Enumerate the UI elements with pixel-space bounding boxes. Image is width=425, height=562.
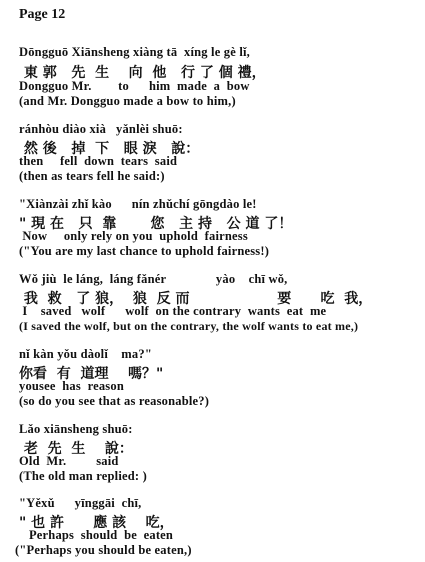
chinese-line: " 現 在 只 靠 您 主 持 公 道 了！	[19, 216, 293, 232]
translation-line: ("Perhaps you should be eaten,)	[15, 543, 192, 557]
gloss-line: Now only rely on you uphold fairness	[19, 229, 248, 243]
page-number: Page 12	[19, 7, 66, 22]
pinyin-line: Dōngguō Xiānsheng xiàng tā xíng le gè lǐ,	[19, 45, 251, 59]
pinyin-line: "Yěxǔ yīnggāi chī,	[19, 496, 142, 510]
chinese-line: 老 先 生 說：	[19, 441, 133, 457]
gloss-line: I saved wolf wolf on the contrary wants eat me	[19, 304, 327, 318]
translation-line: (and Mr. Dongguo made a bow to him,)	[19, 94, 236, 108]
translation-line: (The old man replied: )	[19, 469, 147, 483]
chinese-line: 我 救 了 狼， 狼 反 而 要 吃 我，	[19, 291, 373, 307]
gloss-line: Old Mr. said	[19, 454, 119, 468]
translation-line: (I saved the wolf, but on the contrary, the wolf wants to eat me,)	[19, 319, 359, 333]
gloss-line: Perhaps should be eaten	[19, 528, 174, 542]
gloss-line: then fell down tears said	[19, 154, 178, 168]
pinyin-line: Wǒ jiù le láng, láng fǎnér yào chī wǒ,	[19, 272, 288, 286]
chinese-line: 東 郭 先 生 向 他 行 了 個 禮，	[19, 65, 266, 81]
pinyin-line: Lǎo xiānsheng shuō:	[19, 422, 133, 436]
chinese-line: " 也 許 應 該 吃，	[19, 515, 174, 531]
pinyin-line: "Xiànzài zhǐ kào nín zhǔchí gōngdào le!	[19, 197, 257, 211]
translation-line: (so do you see that as reasonable?)	[19, 394, 210, 408]
pinyin-line: nǐ kàn yǒu dàolǐ ma?"	[19, 347, 152, 361]
translation-line: ("You are my last chance to uphold fairness!)	[19, 244, 270, 258]
chinese-line: 你看 有 道理 嗎？"	[19, 366, 164, 382]
pinyin-line: ránhòu diào xià yǎnlèi shuō:	[19, 122, 183, 136]
translation-line: (then as tears fell he said:)	[19, 169, 165, 183]
gloss-line: yousee has reason	[19, 379, 124, 393]
chinese-line: 然 後 掉 下 眼 淚 說：	[19, 141, 200, 157]
gloss-line: Dongguo Mr. to him made a bow	[19, 79, 250, 93]
